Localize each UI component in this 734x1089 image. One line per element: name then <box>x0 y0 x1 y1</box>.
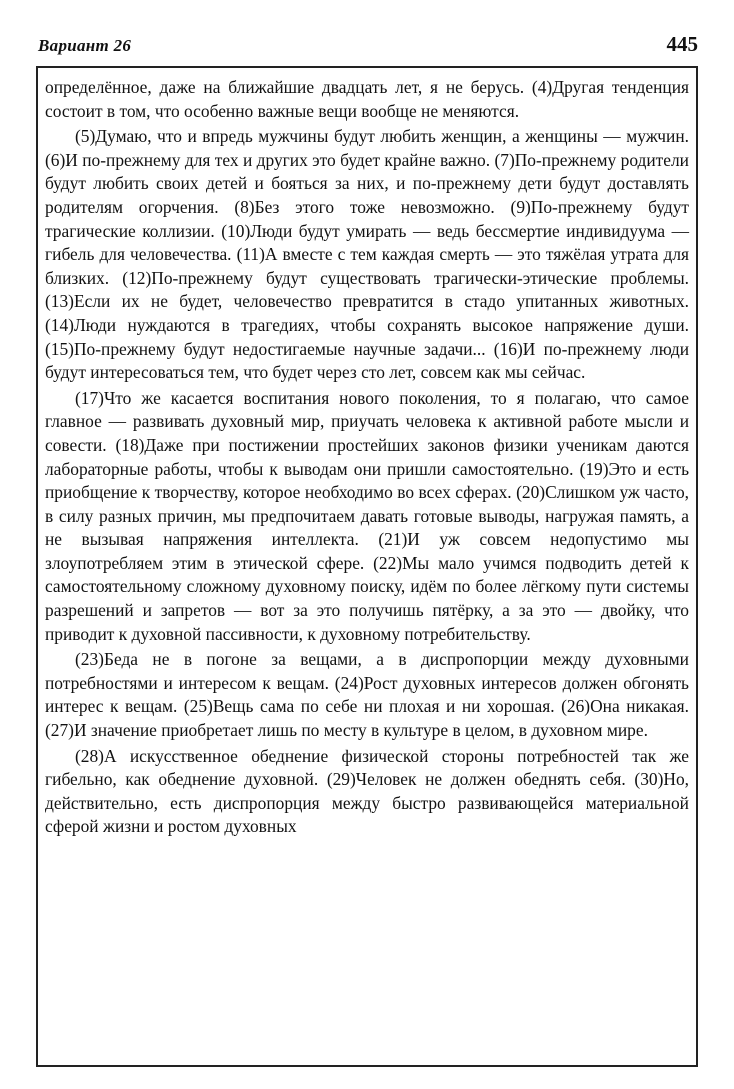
page-number: 445 <box>666 32 698 56</box>
paragraph-2: (5)Думаю, что и впредь мужчины будут любить женщин, а женщины — мужчин. (6)И по-прежнему для тех и других это будет крайне важно. (7)По-прежнему родители будут любить своих детей и бояться за них, и по-прежнему дети будут доставлять родителям огорчения. (8)Без этого тоже невозможно. (9)По-прежнему будут трагические коллизии. (10)Люди будут умирать — ведь бессмертие индивидуума — гибель для человечества. (11)А вместе с тем каждая смерть — это тяжёлая утрата для близких. (12)По-прежнему будут существовать трагически-этические проблемы. (13)Если их не будет, человечество превратится в стадо упитанных животных. (14)Люди нуждаются в трагедиях, чтобы сохранять высокое напряжение души. (15)По-прежнему будут недостигаемые научные задачи... (16)И по-прежнему люди будут интересоваться тем, что будет через сто лет, совсем как мы сейчас. <box>45 126 689 383</box>
page-header <box>38 30 698 60</box>
paragraph-3: (17)Что же касается воспитания нового поколения, то я полагаю, что самое главное — развивать духовный мир, приучать человека к активной работе мысли и совести. (18)Даже при постижении простейших законов физики ученикам даются лабораторные работы, чтобы к выводам они пришли самостоятельно. (19)Это и есть приобщение к творчеству, которое необходимо во всех сферах. (20)Слишком уж часто, в силу разных причин, мы предпочитаем давать готовые выводы, нагружая память, а не вызывая напряжения интеллекта. (21)И уж совсем недопустимо мы злоупотребляем этим в этической сфере. (22)Мы мало учимся подводить детей к самостоятельному сложному духовному поиску, идём по более лёгкому пути системы разрешений и запретов — вот за это получишь пятёрку, а за это — двойку, что приводит к духовной пассивности, к духовному потребительству. <box>45 387 689 644</box>
paragraph-4: (23)Беда не в погоне за вещами, а в диспропорции между духовными потребностями и интересом к вещам. (24)Рост духовных интересов должен обгонять интерес к вещам. (25)Вещь сама по себе ни плохая и ни хорошая. (26)Она никакая. (27)И значение приобретает лишь по месту в культуре в целом, в духовном мире. <box>45 649 689 741</box>
variant-label: Вариант 26 <box>38 36 132 55</box>
paragraph-5: (28)А искусственное обеднение физической стороны потребностей так же гибельно, как обеднение духовной. (29)Человек не должен обеднять себя. (30)Но, действительно, есть диспропорция между быстро развивающейся материальной сферой жизни и ростом духовных <box>45 745 689 837</box>
text-frame <box>36 66 698 1067</box>
paragraph-1: определённое, даже на ближайшие двадцать лет, я не берусь. (4)Другая тенденция состоит в том, что особенно важные вещи вообще не меняются. <box>45 77 689 121</box>
